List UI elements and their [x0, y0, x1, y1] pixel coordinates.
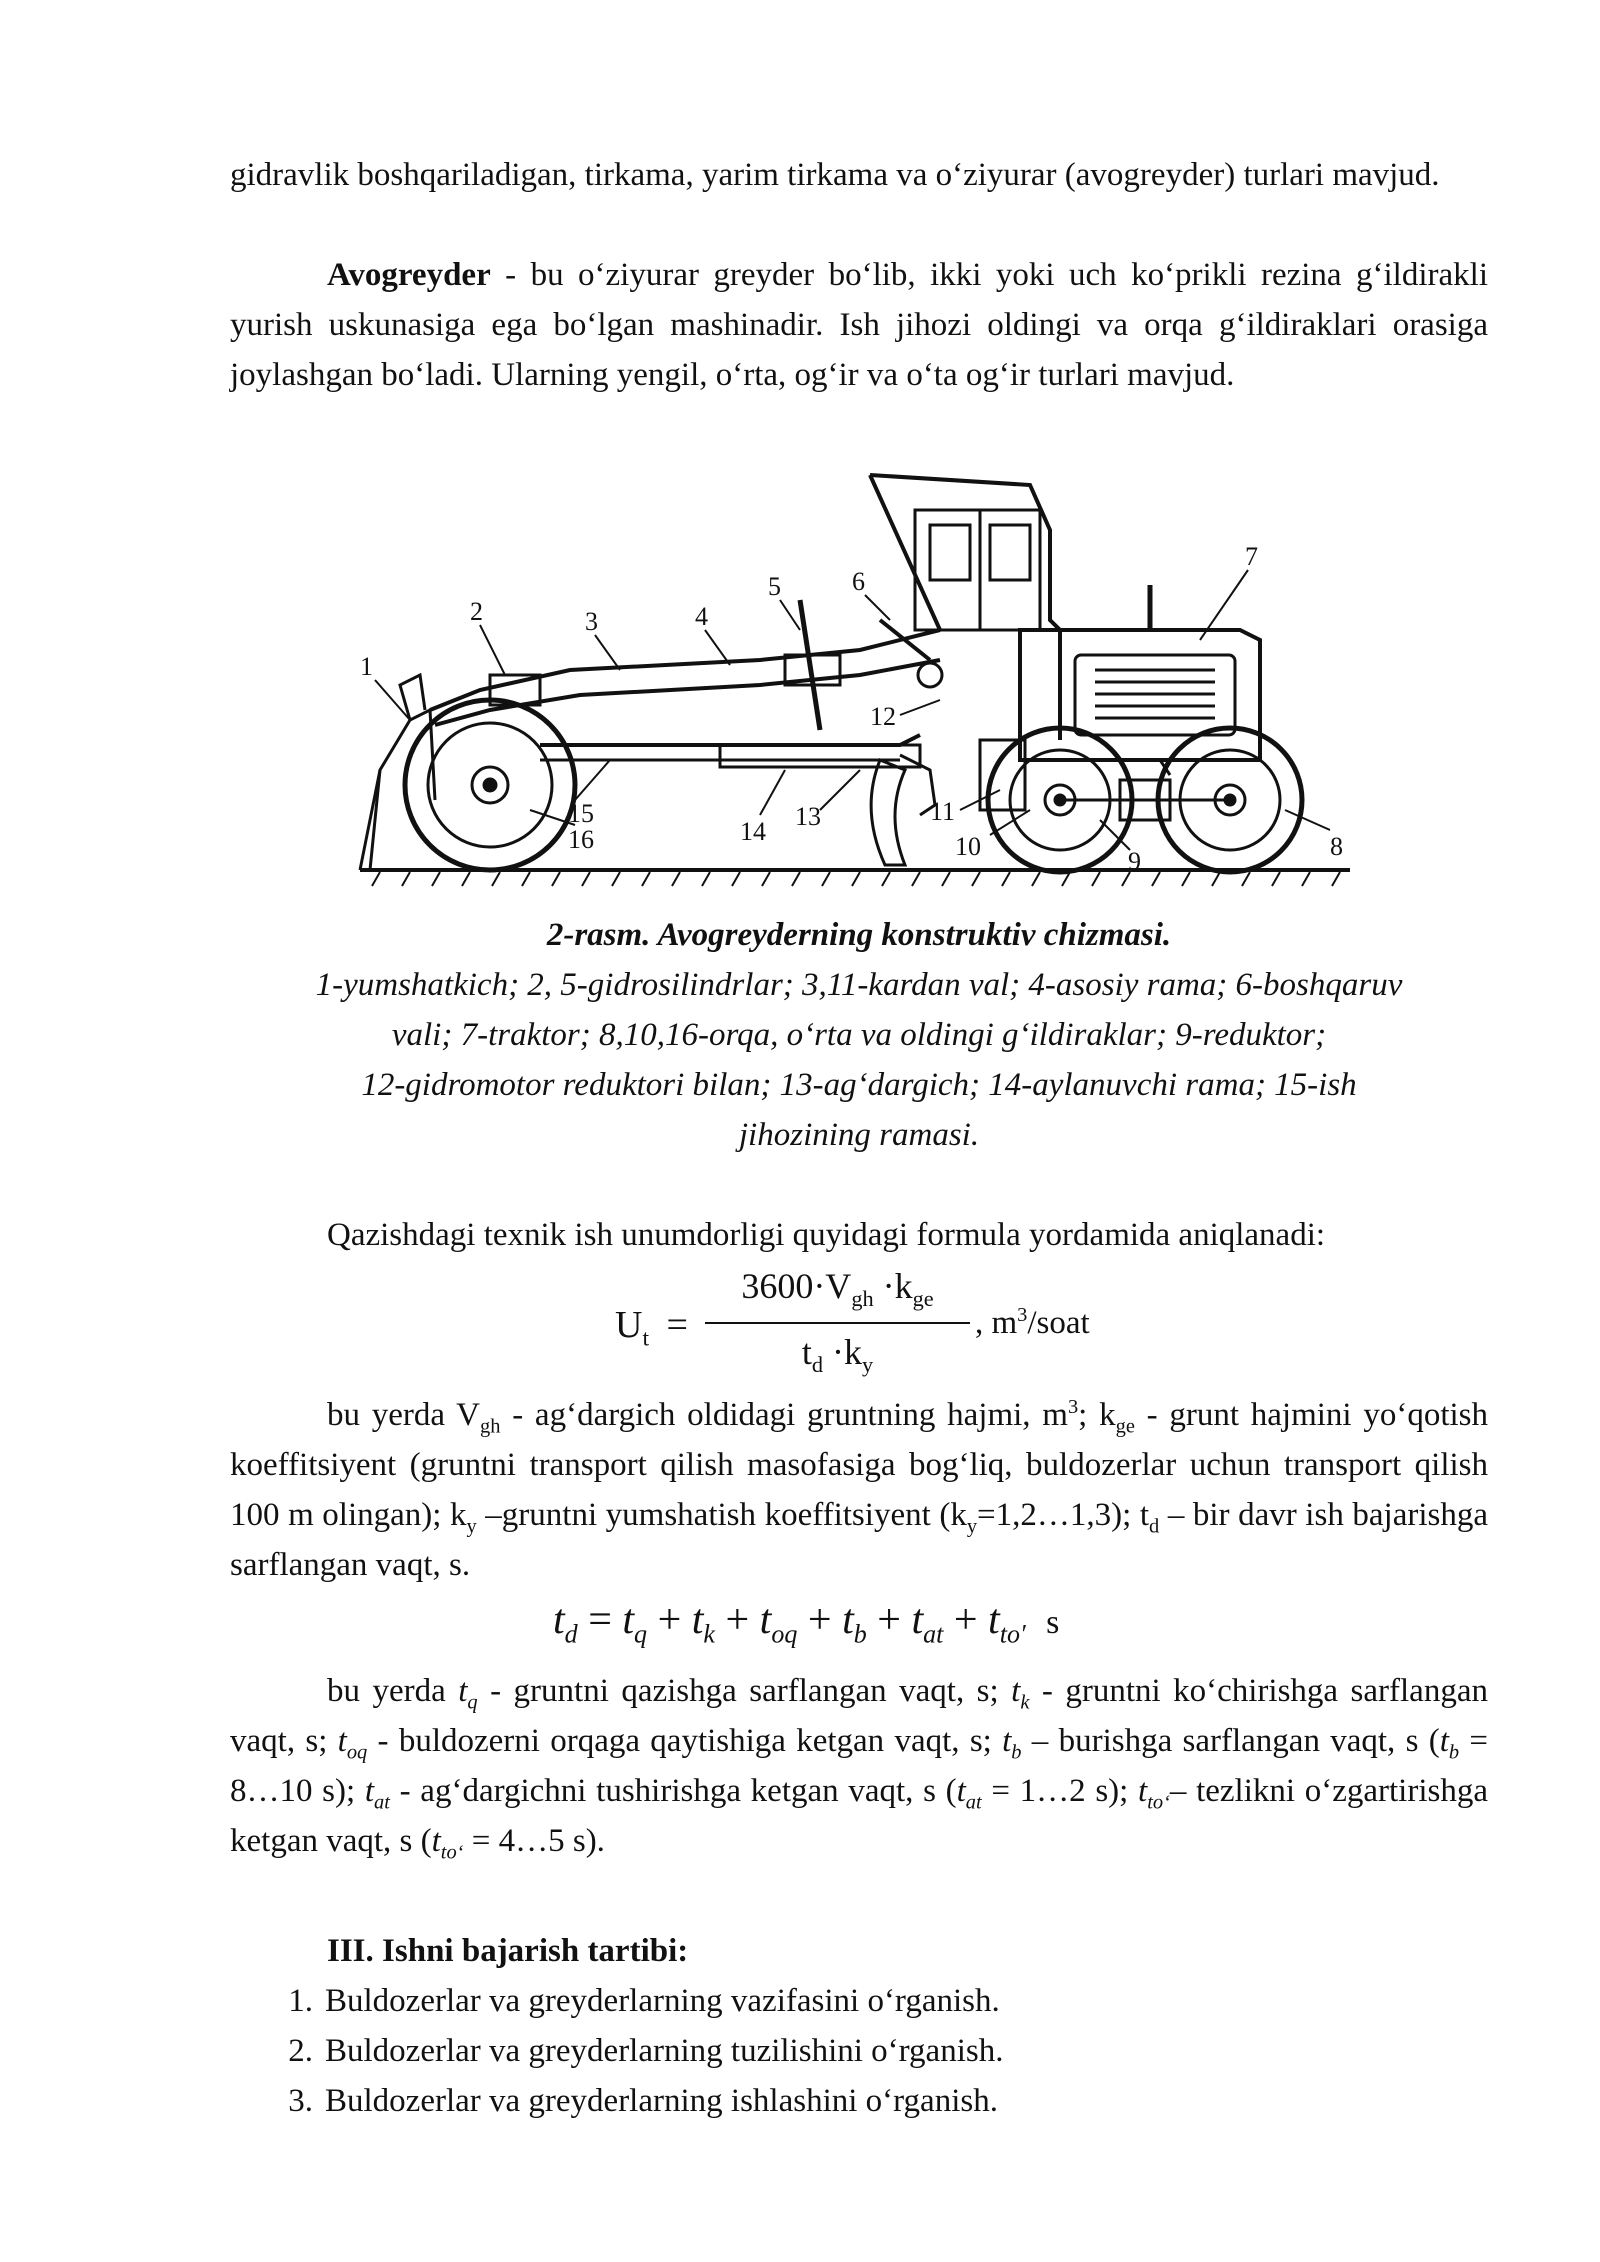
list-item: 1. Buldozerlar va greyderlarning vazifasini o‘rganish. [288, 1983, 1000, 2019]
task-list [260, 1976, 1003, 2126]
label-13: 13 [795, 802, 821, 831]
productivity-intro-text: Qazishdagi texnik ish unumdorligi quyidagi formula yordamida aniqlanadi: [327, 1217, 1326, 1253]
productivity-formula [615, 1265, 1135, 1385]
avogreyder-term: Avogreyder [327, 257, 491, 293]
intro-paragraph [230, 150, 1488, 200]
caption-line: 1-yumshatkich; 2, 5-gidrosilindrlar; 3,11-kardan val; 4-asosiy rama; 6-boshqaruv [315, 967, 1403, 1003]
productivity-intro [230, 1210, 1488, 1260]
label-15: 15 [568, 799, 594, 828]
label-2: 2 [470, 597, 483, 626]
label-11: 11 [930, 797, 956, 826]
intro-text: gidravlik boshqariladigan, tirkama, yarim tirkama va o‘ziyurar (avogreyder) turlari mavjud. [230, 157, 1440, 193]
td-formula: $t_d = t_q + t_k + t_{oq} + t_b + t_{at} + t_{to'}$ s [553, 1597, 1060, 1649]
avogreyder-definition: - bu o‘ziyurar greyder bo‘lib, ikki yoki uch ko‘prikli rezina g‘ildirakli yurish uskunasiga ega bo‘lgan mashinadir. Ish jihozi oldingi va orqa g‘ildiraklari orasiga joylashgan bo‘ladi. Ularning yengil, o‘rta, og‘ir va o‘ta og‘ir turlari mavjud. [230, 257, 1488, 393]
avogreyder-paragraph [230, 250, 1488, 400]
label-9: 9 [1128, 847, 1141, 876]
label-14: 14 [740, 817, 766, 846]
avogreyder-text [230, 250, 1488, 400]
td-where-paragraph [230, 1666, 1488, 1866]
label-16: 16 [568, 825, 594, 854]
label-3: 3 [585, 607, 598, 636]
formula-denominator: $t_d \cdot k_y$ [801, 1332, 874, 1378]
where-paragraph [230, 1390, 1488, 1590]
label-7: 7 [1245, 542, 1258, 571]
label-10: 10 [955, 832, 981, 861]
figure-caption [230, 910, 1488, 1160]
label-1: 1 [360, 652, 373, 681]
caption-line: vali; 7-traktor; 8,10,16-orqa, o‘rta va oldingi g‘ildiraklar; 9-reduktor; [391, 1017, 1327, 1053]
formula-unit: , $m^3$/soat [975, 1304, 1090, 1341]
caption-line: jihozining ramasi. [738, 1117, 980, 1153]
label-12: 12 [870, 702, 896, 731]
formula-lhs: $U_t$ = [615, 1304, 688, 1352]
label-4: 4 [695, 602, 708, 631]
caption-title: 2-rasm. Avogreyderning konstruktiv chizmasi. [546, 917, 1172, 953]
section-heading: III. Ishni bajarish tartibi: [327, 1933, 689, 1969]
label-8: 8 [1330, 832, 1343, 861]
fraction-bar [705, 1322, 970, 1324]
formula-numerator: $3600\cdot V_{gh} \cdot k_{ge}$ [741, 1266, 934, 1312]
list-item: 2. Buldozerlar va greyderlarning tuzilishini o‘rganish. [288, 2033, 1004, 2069]
caption-line: 12-gidromotor reduktori bilan; 13-ag‘dargich; 14-aylanuvchi rama; 15-ish [361, 1067, 1357, 1103]
label-6: 6 [852, 567, 865, 596]
list-item: 3. Buldozerlar va greyderlarning ishlashini o‘rganish. [288, 2083, 998, 2119]
where-text: bu yerda $V_{gh}$ - ag‘dargich oldidagi gruntning hajmi, $m^3$; $k_{ge}$ - grunt hajmini yo‘qotish koeffitsiyent (gruntni transport qilish masofasiga bog‘liq, buldozerlar uchun transport qilish 100 m olingan); $k_y$ –gruntni yumshatish koeffitsiyent $(k_y=1,2\dots 1,3)$; $t_d$ – bir davr ish bajarishga sarflangan vaqt, s. [230, 1396, 1489, 1583]
label-5: 5 [768, 572, 781, 601]
grader-drawing [340, 470, 1370, 910]
td-where-text: bu yerda $t_q$ - gruntni qazishga sarflangan vaqt, s; $t_k$ - gruntni ko‘chirishga sarflangan vaqt, s; $t_{oq}$ - buldozerni orqaga qaytishiga ketgan vaqt, s; $t_b$ – burishga sarflangan vaqt, s ($t_b$ = 8…10 s); $t_{at}$ - ag‘dargichni tushirishga ketgan vaqt, s ($t_{at}$ = 1…2 s); $t_{to‘}-$ tezlikni o‘zgartirishga ketgan vaqt, s ($t_{to‘}$ = 4…5 s). [230, 1673, 1488, 1864]
